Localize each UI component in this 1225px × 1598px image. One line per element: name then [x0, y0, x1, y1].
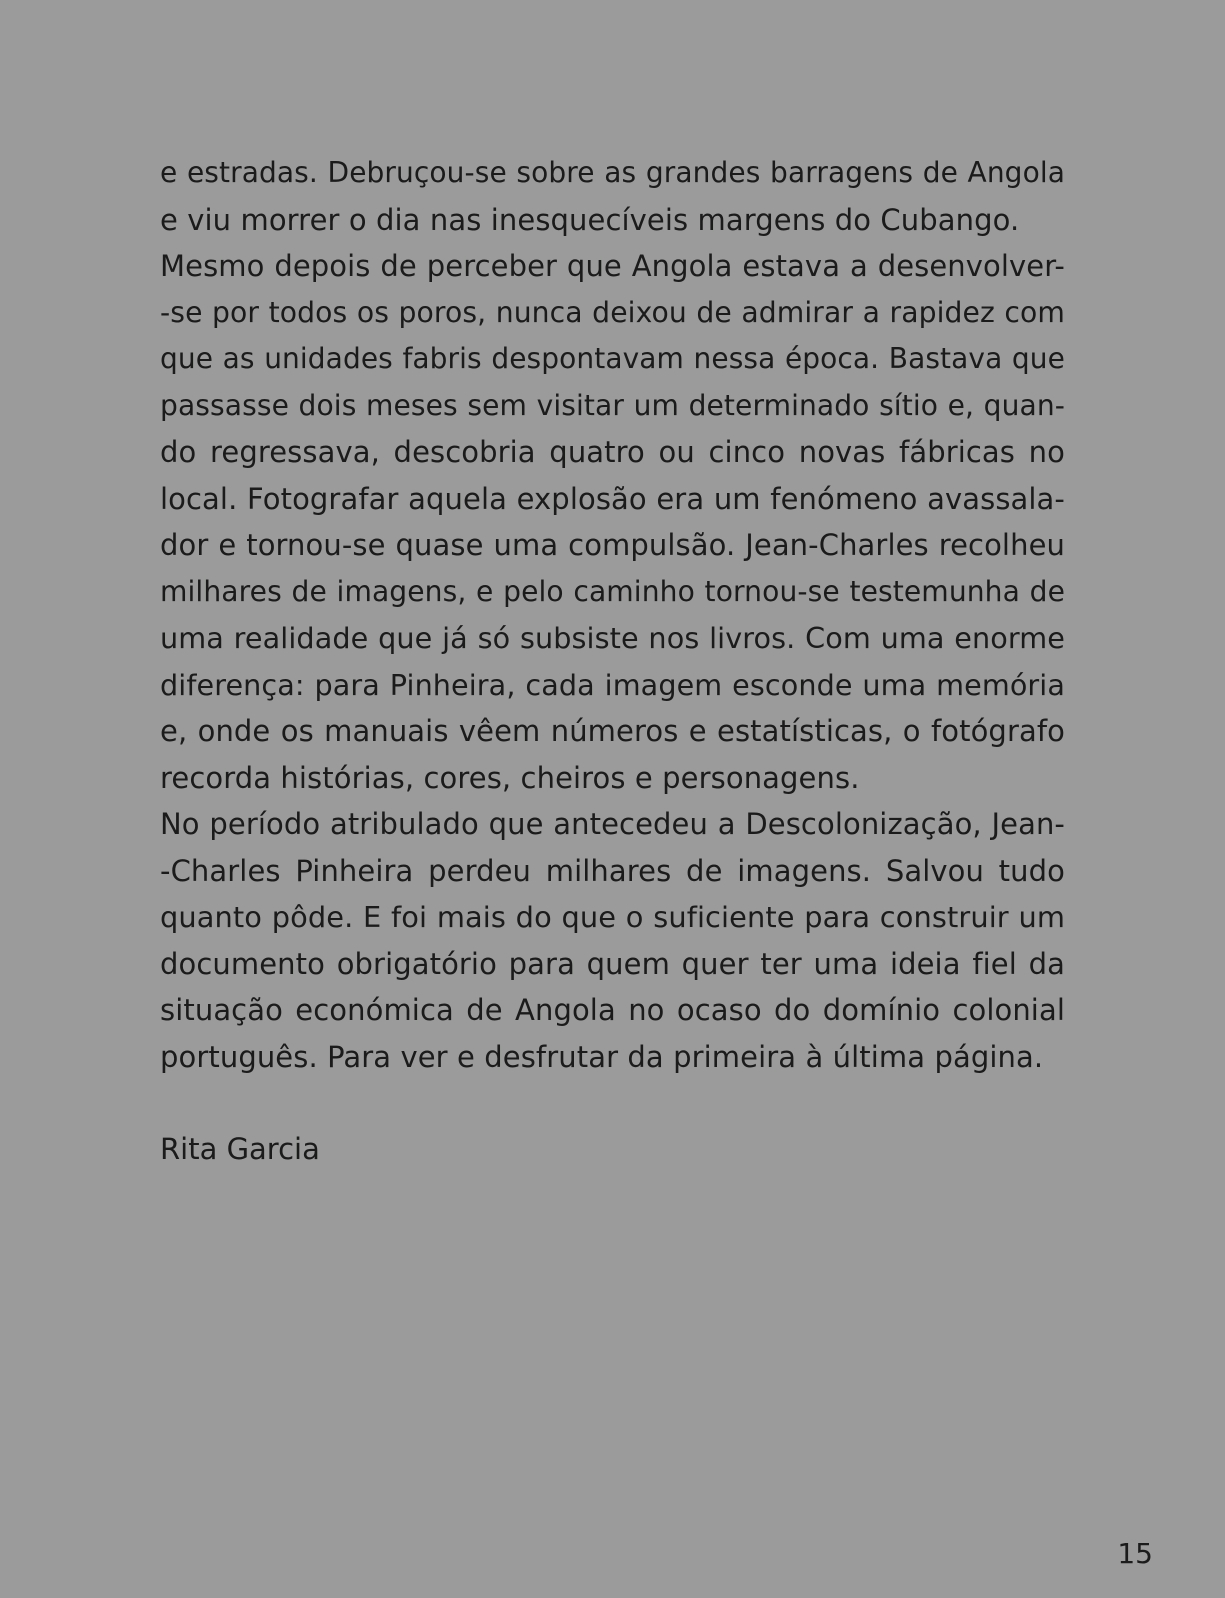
body-line-8: local. Fotografar aquela explosão era um fenómeno avassala-: [160, 481, 1065, 516]
body-line-15: No período atribulado que antecedeu a Descolonização, Jean-: [160, 807, 1065, 841]
body-line-18: documento obrigatório para quem quer ter uma ideia fiel da: [160, 946, 1065, 981]
body-line-1: e estradas. Debruçou-se sobre as grandes barragens de Angola: [160, 156, 1065, 189]
body-line-13: e, onde os manuais vêem números e estatísticas, o fotógrafo: [160, 714, 1065, 748]
body-line-5: que as unidades fabris despontavam nessa época. Bastava que: [160, 342, 1065, 375]
body-line-6: passasse dois meses sem visitar um determinado sítio e, quan-: [160, 388, 1065, 422]
body-line-10: milhares de imagens, e pelo caminho tornou-se testemunha de: [160, 574, 1065, 608]
body-line-19: situação económica de Angola no ocaso do domínio colonial: [160, 993, 1065, 1027]
author-signature: Rita Garcia: [160, 1132, 320, 1166]
body-line-7: do regressava, descobria quatro ou cinco novas fábricas no: [160, 435, 1065, 469]
body-text: [160, 150, 1065, 1080]
body-line-9: dor e tornou-se quase uma compulsão. Jean-Charles recolheu: [160, 528, 1065, 562]
body-line-4: -se por todos os poros, nunca deixou de admirar a rapidez com: [160, 295, 1065, 329]
body-line-20: português. Para ver e desfrutar da primeira à última página.: [160, 1039, 1044, 1074]
page-number: 15: [1117, 1537, 1153, 1570]
body-line-12: diferença: para Pinheira, cada imagem esconde uma memória: [160, 667, 1065, 702]
body-line-16: -Charles Pinheira perdeu milhares de imagens. Salvou tudo: [160, 853, 1065, 888]
body-line-14: recorda histórias, cores, cheiros e personagens.: [160, 760, 860, 795]
body-line-3: Mesmo depois de perceber que Angola estava a desenvolver-: [160, 249, 1065, 283]
body-line-2: e viu morrer o dia nas inesquecíveis margens do Cubango.: [160, 202, 1020, 237]
body-line-17: quanto pôde. E foi mais do que o suficiente para construir um: [160, 900, 1065, 934]
body-line-11: uma realidade que já só subsiste nos livros. Com uma enorme: [160, 621, 1065, 655]
